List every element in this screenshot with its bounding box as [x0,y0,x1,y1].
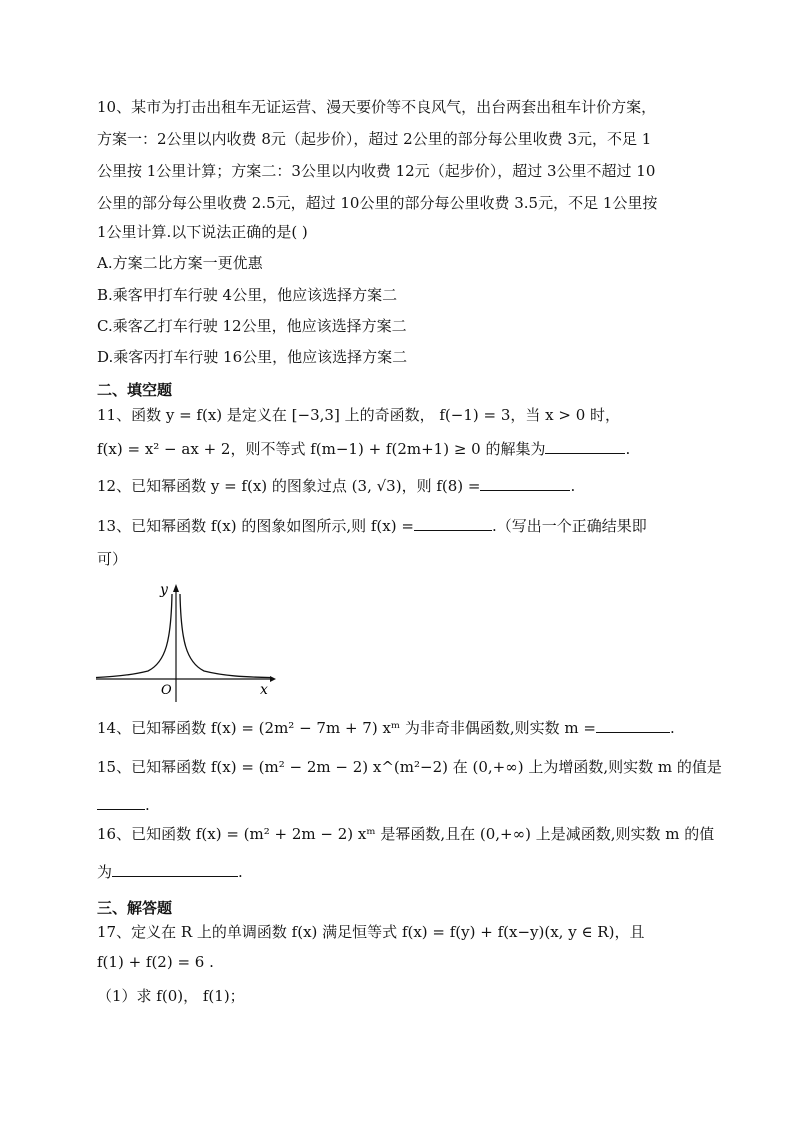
q12-line [97,476,575,496]
q14-answer-blank[interactable] [596,718,670,733]
q10-option-c: C.乘客乙打车行驶 12公里，他应该选择方案二 [97,317,407,335]
q15-answer-blank[interactable] [97,795,145,810]
q16-period: . [238,863,243,881]
q15-line-2 [97,795,150,815]
q16-line-2 [97,862,243,882]
q10-option-d: D.乘客丙打车行驶 16公里，他应该选择方案二 [97,348,408,366]
q10-line-5: 1公里计算.以下说法正确的是( ) [97,223,308,241]
q15-line-1: 15、已知幂函数 f(x) = (m² − 2m − 2) x^(m²−2) 在 (0,+∞) 上为增函数,则实数 m 的值是 [97,758,722,776]
q12-answer-blank[interactable] [480,476,570,491]
q14-period: . [669,719,675,737]
q17-line-1: 17、定义在 R 上的单调函数 f(x) 满足恒等式 f(x) = f(y) + f(x−y)(x, y ∈ R)，且 [97,923,645,941]
x-axis-arrow [270,676,276,682]
q17-part-1: （1）求 f(0)， f(1)； [97,987,245,1005]
q14-line [97,718,675,738]
origin-label: O [161,683,172,698]
q10-line-2: 方案一：2公里以内收费 8元（起步价），超过 2公里的部分每公里收费 3元，不足 1 [97,130,652,148]
q12-text: 12、已知幂函数 y = f(x) 的图象过点 (3, √3)，则 f(8) = [97,477,481,495]
q10-option-a: A.方案二比方案一更优惠 [97,254,263,272]
q11-line-1: 11、函数 y = f(x) 是定义在 [−3,3] 上的奇函数， f(−1) = 3，当 x > 0 时， [97,406,621,424]
left-branch-curve [96,594,172,678]
section-2-heading: 二、填空题 [97,381,173,399]
q13-line-1 [97,516,647,536]
q11-answer-blank[interactable] [545,439,625,454]
q11-period: . [625,440,631,458]
q10-line-1: 10、某市为打击出租车无证运营、漫天要价等不良风气，出台两套出租车计价方案， [97,98,657,116]
q10-line-3: 公里按 1公里计算；方案二：3公里以内收费 12元（起步价），超过 3公里不超过 10 [97,162,656,180]
q10-line-4: 公里的部分每公里收费 2.5元，超过 10公里的部分每公里收费 3.5元，不足 1公里按 [97,194,658,212]
right-branch-curve [180,594,270,678]
section-3-heading: 三、解答题 [97,899,173,917]
q13-text: 13、已知幂函数 f(x) 的图象如图所示,则 f(x) = [97,517,414,535]
y-axis-label: y [160,582,168,598]
q14-text: 14、已知幂函数 f(x) = (2m² − 7m + 7) xᵐ 为非奇非偶函数,则实数 m = [97,719,596,737]
q13-answer-blank[interactable] [414,516,492,531]
q17-line-2: f(1) + f(2) = 6 . [97,953,214,971]
q16-line-1: 16、已知函数 f(x) = (m² + 2m − 2) xᵐ 是幂函数,且在 (0,+∞) 上是减函数,则实数 m 的值 [97,825,715,843]
q13-text-after: .（写出一个正确结果即 [491,517,647,535]
power-function-graph [94,580,276,702]
y-axis-arrow [173,584,179,592]
q13-line-2: 可） [97,550,128,568]
q16-answer-blank[interactable] [112,862,238,877]
q15-period: . [145,796,150,814]
q11-line-2-text: f(x) = x² − ax + 2，则不等式 f(m−1) + f(2m+1) ≥ 0 的解集为 [97,440,546,458]
q11-line-2 [97,439,630,459]
q16-text: 为 [97,863,113,881]
x-axis-label: x [260,682,268,698]
q12-period: . [570,477,576,495]
q10-option-b: B.乘客甲打车行驶 4公里，他应该选择方案二 [97,286,398,304]
